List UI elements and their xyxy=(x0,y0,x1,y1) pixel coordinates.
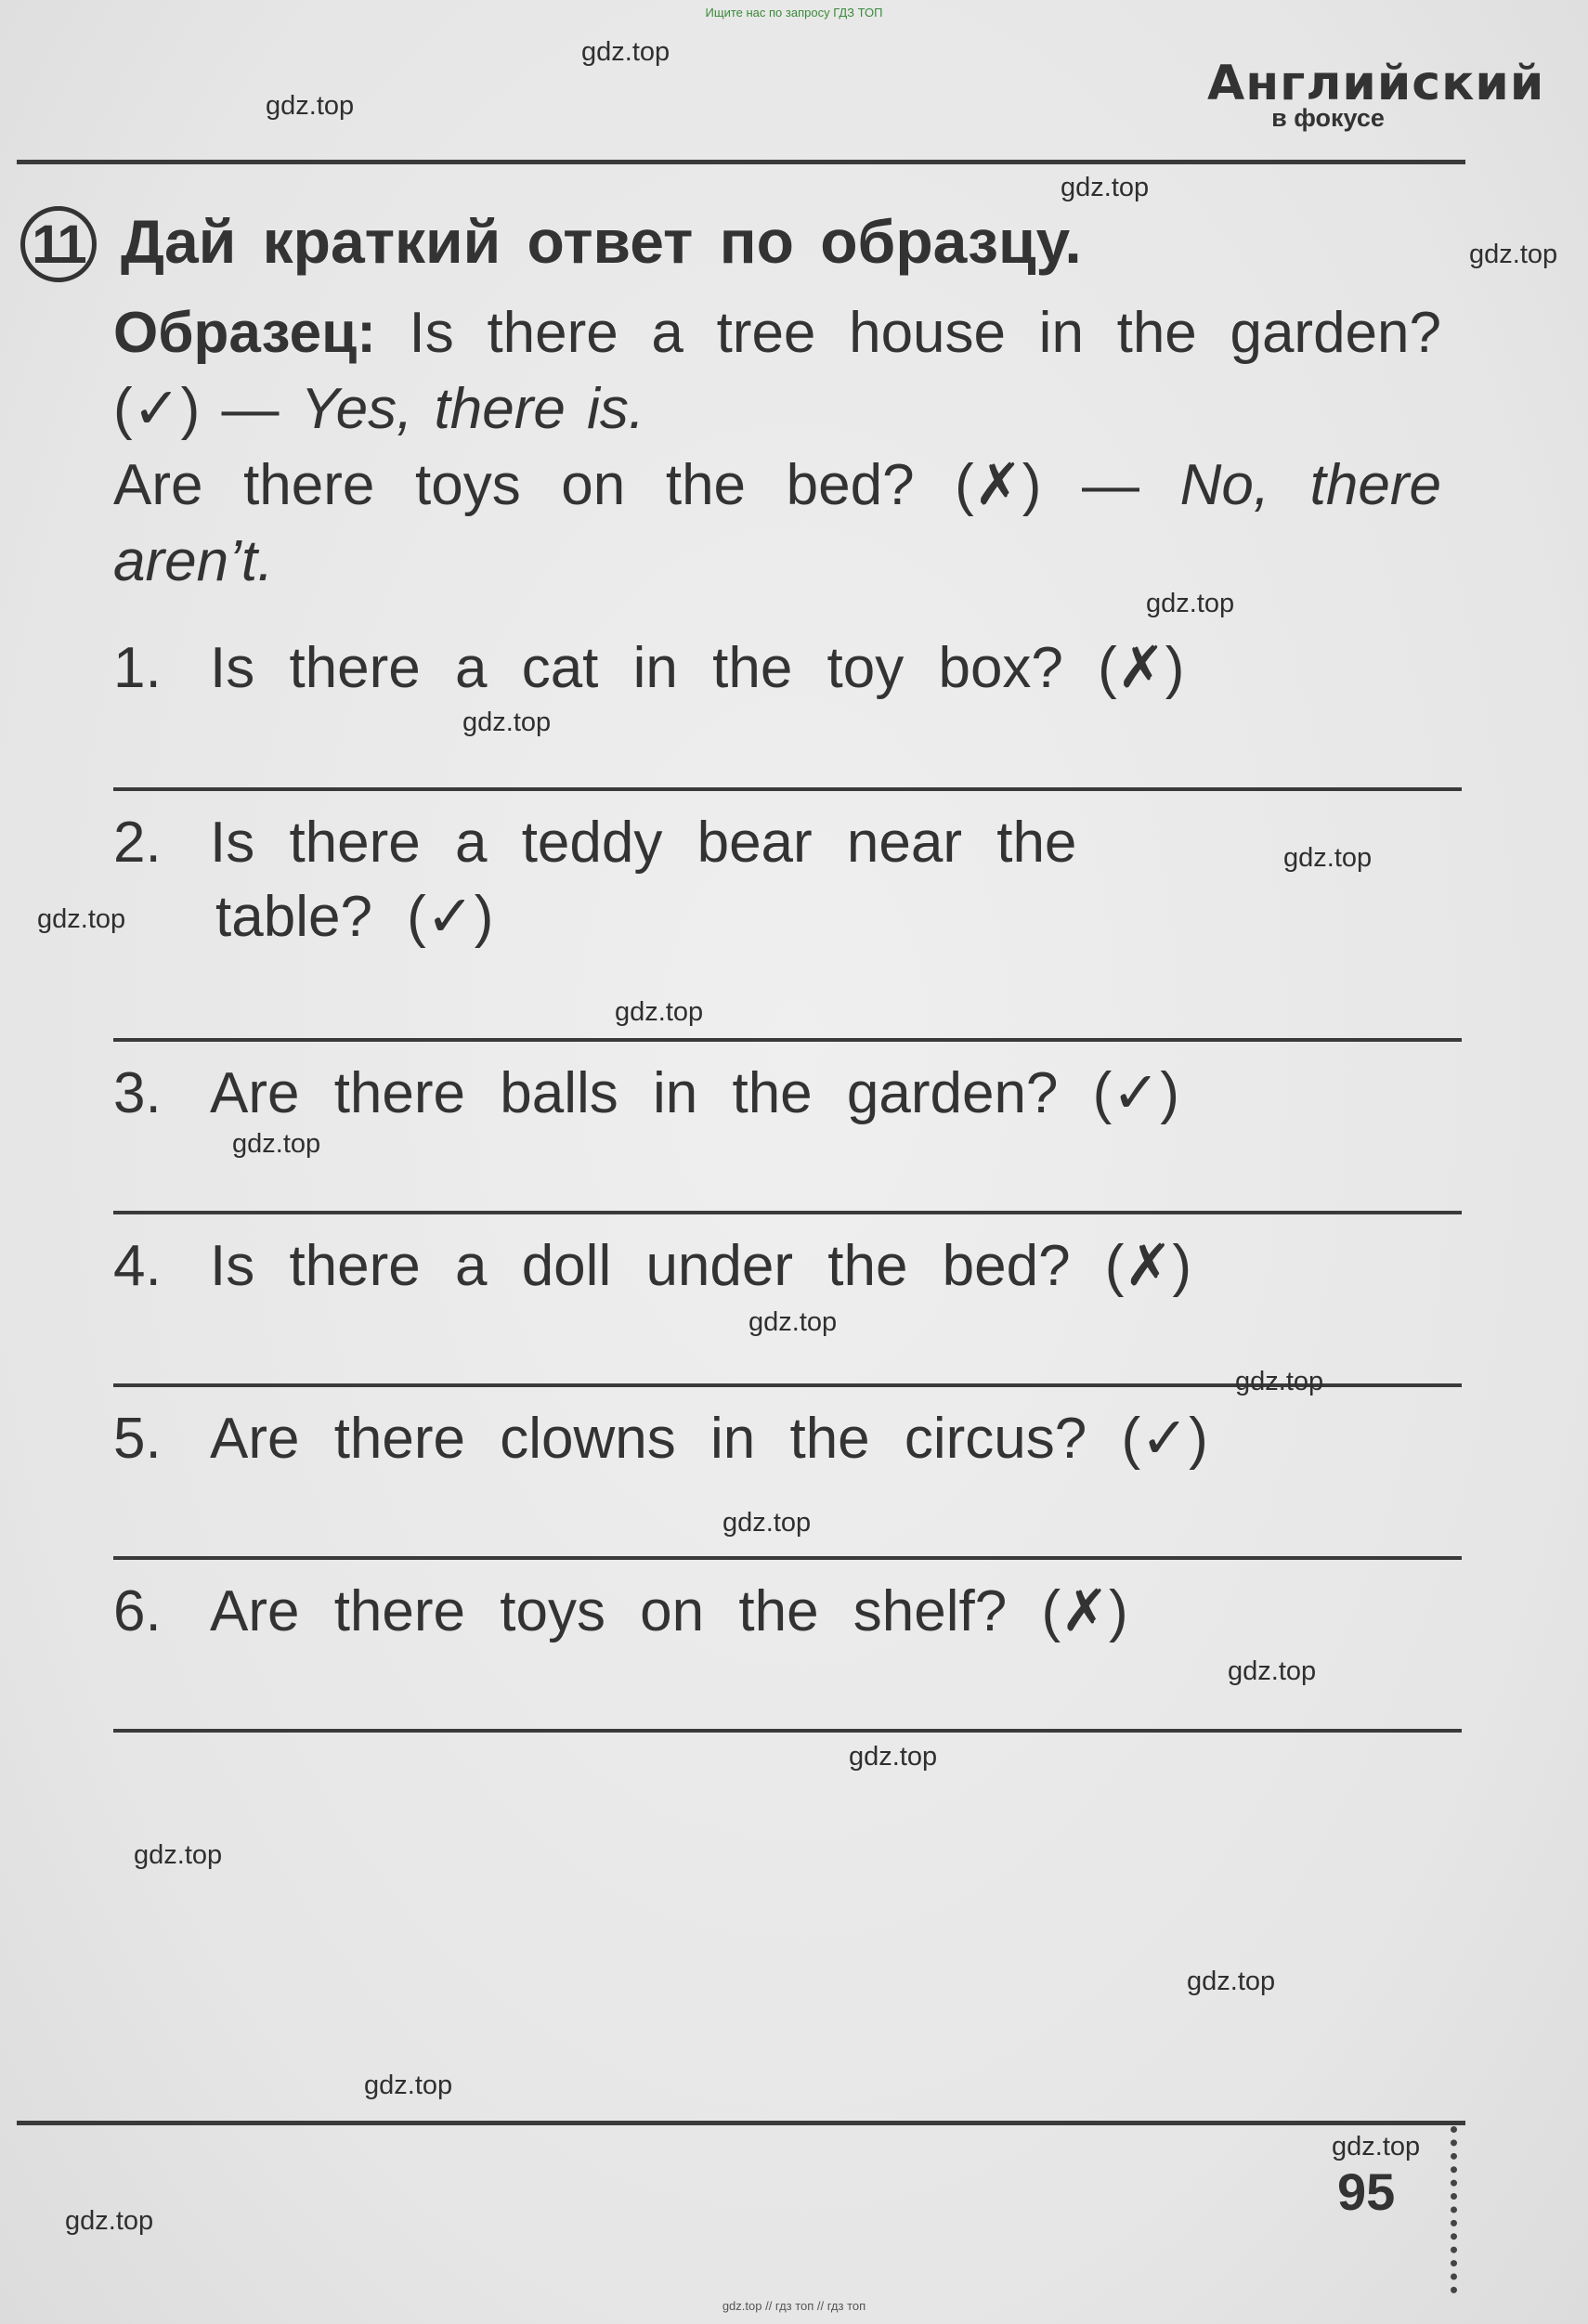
page-number: 95 xyxy=(1337,2162,1396,2221)
watermark: gdz.top xyxy=(37,904,126,934)
book-logo xyxy=(1207,56,1545,133)
watermark: gdz.top xyxy=(266,91,355,121)
watermark: gdz.top xyxy=(364,2071,453,2100)
example-question-1: Is there a tree house in the garden? (✓) — xyxy=(113,301,1441,441)
question-text: Are there balls in the garden? (✓) xyxy=(210,1061,1179,1125)
question-number: 6. xyxy=(113,1579,162,1643)
bottom-banner: gdz.top // гдз топ // гдз топ xyxy=(722,2299,866,2313)
question-text: Are there clowns in the circus? (✓) xyxy=(210,1407,1208,1471)
question-3 xyxy=(113,1057,1451,1131)
question-number: 1. xyxy=(113,636,162,700)
watermark: gdz.top xyxy=(1235,1367,1324,1396)
top-divider xyxy=(17,160,1465,164)
exercise-number-badge xyxy=(20,206,97,282)
bottom-divider xyxy=(17,2121,1465,2125)
question-2 xyxy=(113,806,1451,954)
answer-line-1[interactable] xyxy=(113,787,1462,791)
watermark: gdz.top xyxy=(65,2206,154,2236)
watermark: gdz.top xyxy=(232,1129,321,1159)
question-text: Is there a teddy bear near the xyxy=(210,811,1077,875)
watermark: gdz.top xyxy=(615,997,704,1027)
question-1 xyxy=(113,631,1451,706)
example-answer-1: Yes, there is. xyxy=(300,377,645,441)
question-text: Is there a cat in the toy box? (✗) xyxy=(210,636,1185,700)
watermark: gdz.top xyxy=(134,1840,223,1870)
question-number: 2. xyxy=(113,811,162,875)
watermark: gdz.top xyxy=(462,708,552,737)
watermark: gdz.top xyxy=(1469,240,1558,269)
question-text: Is there a doll under the bed? (✗) xyxy=(210,1234,1192,1298)
answer-line-3[interactable] xyxy=(113,1211,1462,1214)
question-6 xyxy=(113,1575,1451,1649)
exercise-title: Дай краткий ответ по образцу. xyxy=(121,207,1082,276)
watermark: gdz.top xyxy=(1146,589,1235,618)
logo-title: Английский xyxy=(1207,56,1545,111)
watermark: gdz.top xyxy=(722,1508,812,1538)
answer-line-6[interactable] xyxy=(113,1729,1462,1733)
logo-subtitle: в фокусе xyxy=(1271,104,1385,132)
question-text: Are there toys on the shelf? (✗) xyxy=(210,1579,1128,1643)
answer-line-2[interactable] xyxy=(113,1038,1462,1042)
exercise-number: 11 xyxy=(32,214,85,275)
watermark: gdz.top xyxy=(1187,1967,1276,1996)
watermark: gdz.top xyxy=(1283,843,1373,873)
question-number: 4. xyxy=(113,1234,162,1298)
example-block-2 xyxy=(113,448,1441,600)
example-answer-2: No, there aren’t. xyxy=(113,453,1442,593)
example-block xyxy=(113,295,1441,448)
watermark: gdz.top xyxy=(1332,2132,1421,2162)
top-banner: Ищите нас по запросу ГДЗ ТОП xyxy=(705,6,883,19)
question-5 xyxy=(113,1402,1451,1476)
question-text-continued: table? (✓) xyxy=(215,885,494,949)
watermark: gdz.top xyxy=(1061,173,1150,202)
example-label: Образец: xyxy=(113,301,376,365)
watermark: gdz.top xyxy=(1228,1656,1317,1686)
question-number: 5. xyxy=(113,1407,162,1471)
example-question-2: Are there toys on the bed? (✗) — xyxy=(113,453,1139,517)
question-4 xyxy=(113,1229,1451,1304)
watermark: gdz.top xyxy=(581,37,670,67)
question-number: 3. xyxy=(113,1061,162,1125)
watermark: gdz.top xyxy=(748,1307,838,1337)
perforation-dots xyxy=(1451,2126,1464,2293)
watermark: gdz.top xyxy=(849,1742,938,1772)
answer-line-5[interactable] xyxy=(113,1556,1462,1560)
